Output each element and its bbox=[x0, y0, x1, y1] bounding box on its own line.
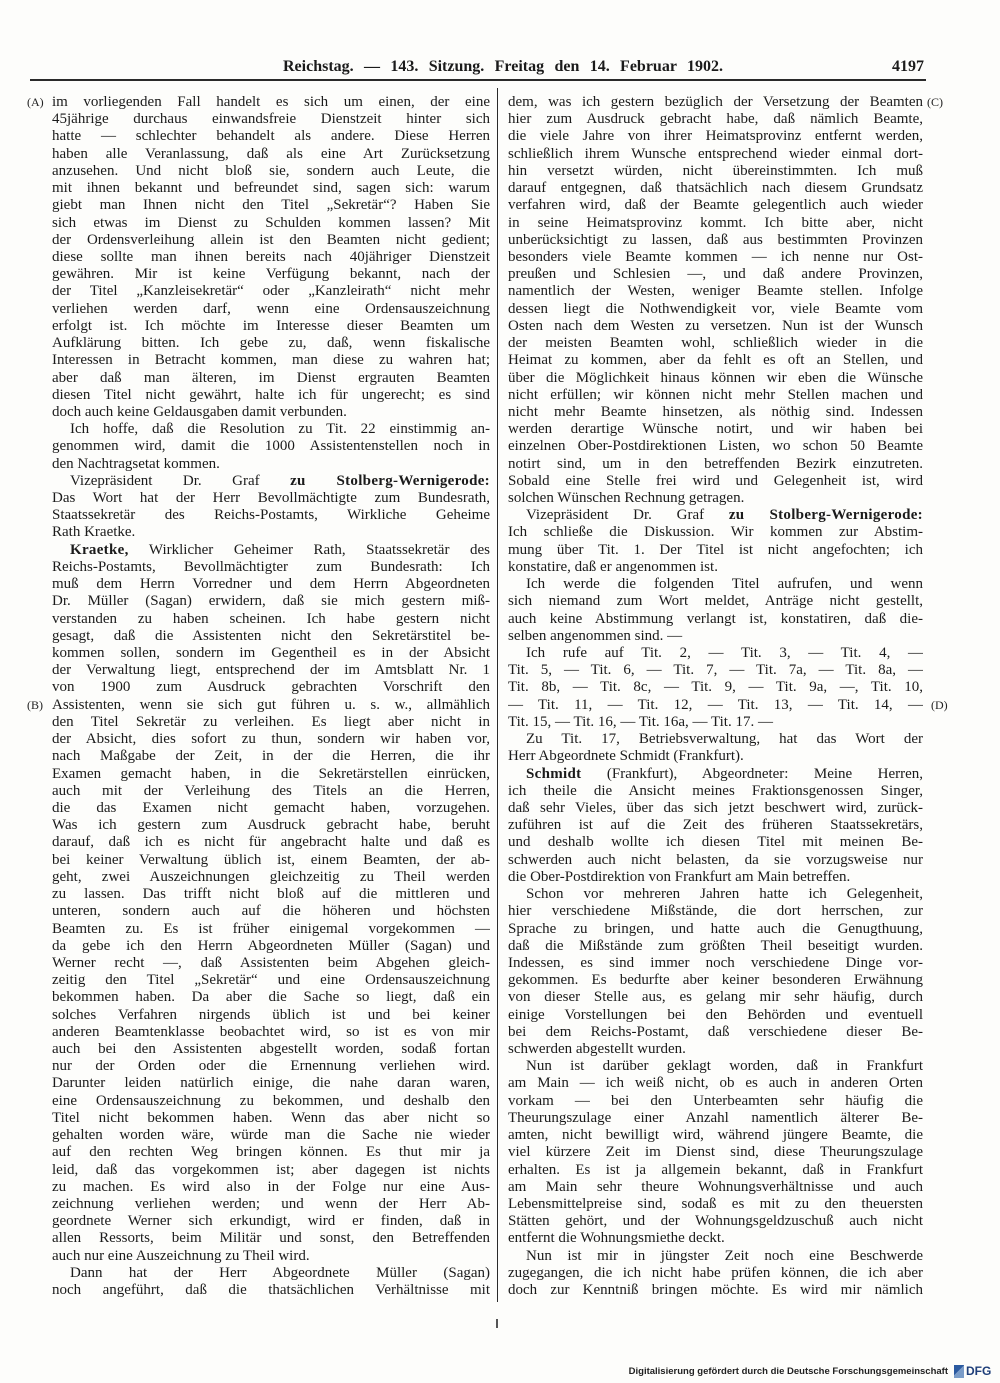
paragraph bbox=[508, 507, 923, 576]
text-line: Lebensmittelpreise sind, sodaß es mit zu den theuersten bbox=[508, 1196, 923, 1212]
paragraph bbox=[508, 94, 923, 507]
text-line: verstanden zu haben scheinen. Ich habe gestern nicht bbox=[52, 610, 490, 627]
paragraph bbox=[52, 94, 490, 421]
text-segment: Vizepräsident Dr. Graf bbox=[70, 472, 291, 489]
text-line: schwerden auch nicht belasten, da sie vorzugsweise nur bbox=[508, 851, 923, 868]
text-line: zeichnung verliehen werden; und wenn der Herr Ab- bbox=[52, 1196, 490, 1212]
dfg-logo-icon bbox=[954, 1365, 964, 1378]
text-line: die das Examen nicht gemacht haben, vorzugehen. bbox=[52, 799, 490, 816]
text-line: verliehen werden darf, wenn eine Ordensauszeichnung bbox=[52, 300, 490, 317]
text-line: Tit. 5, — Tit. 6, — Tit. 7, — Tit. 7a, — Tit. 8a, — bbox=[508, 662, 923, 679]
paragraph bbox=[52, 473, 490, 542]
text-line: da gebe ich den Herrn Abgeordneten Müller (Sagan) und bbox=[52, 937, 490, 954]
paragraph bbox=[52, 421, 490, 473]
text-segment: Wirklicher Geheimer Rath, Staatssekretär des bbox=[128, 541, 490, 558]
text-line: muß dem Herrn Vorredner und dem Herrn Abgeordneten bbox=[52, 576, 490, 593]
text-line: erhalten. Es ist ja allgemein bekannt, daß in Frankfurt bbox=[508, 1161, 923, 1178]
paragraph bbox=[508, 731, 923, 765]
text-line: der Absicht, dies sofort zu thun, sondern wir haben vor, bbox=[52, 731, 490, 748]
text-line: Staatssekretär des Reichs-Postamts, Wirkliche Geheime bbox=[52, 507, 490, 524]
text-line: — Tit. 11, — Tit. 12, — Tit. 13, — Tit. 14, — bbox=[508, 696, 923, 713]
text-line bbox=[508, 507, 923, 524]
speaker-name: zu Stolberg-Wernigerode: bbox=[728, 507, 923, 524]
text-line: zu machen. Es wird also in der Folge nur eine Aus- bbox=[52, 1178, 490, 1195]
text-line: Sprache zu bringen, und hatte auch die Genugthuung, bbox=[508, 920, 923, 937]
text-line: werden derartige Wünsche notirt, und wir haben bei bbox=[508, 421, 923, 438]
text-line: Nun ist mir in jüngster Zeit noch eine Beschwerde bbox=[526, 1247, 923, 1264]
dfg-logo bbox=[954, 1363, 996, 1380]
text-line: Herr Abgeordnete Schmidt (Frankfurt). bbox=[508, 748, 744, 765]
text-line: genommen wird, damit die 1000 Assistentenstellen noch in bbox=[52, 438, 490, 455]
text-line: über die Möglichkeit hinaus können wir eben die Wünsche bbox=[508, 369, 923, 386]
text-line: Interessen in Betracht kommen, man diese zu wahren hat; bbox=[52, 352, 490, 369]
text-line: am Main sehr theure Wohnungsverhältnisse und auch bbox=[508, 1178, 923, 1195]
text-line: doch zur Kenntniß bringen möchte. Es wird mir nämlich bbox=[508, 1282, 923, 1299]
text-line: eine Ordensauszeichnung zu bekommen, und deshalb den bbox=[52, 1092, 490, 1109]
text-line: solches Verfahren nirgends üblich ist und bei keiner bbox=[52, 1006, 490, 1023]
text-line: Reichs-Postamts, Bevollmächtigter zum Bundesrath: Ich bbox=[52, 558, 490, 575]
text-line: den Titel Sekretär zu verleihen. Es liegt aber nicht in bbox=[52, 713, 490, 730]
text-line: Ich werde die folgenden Titel aufrufen, und wenn bbox=[526, 576, 923, 593]
text-line: doch auch keine Geldausgaben damit verbunden. bbox=[52, 403, 347, 420]
text-line: den Nachtragsetat kommen. bbox=[52, 455, 220, 472]
text-line: Assistenten, wenn sie sich gut führen u. s. w., allmählich bbox=[52, 696, 490, 713]
text-line: gekommen. Es bedurfte aber keiner besonderen Erwähnung bbox=[508, 972, 923, 989]
text-line: sich etwas im Dienst zu Schulden kommen lassen? Mit bbox=[52, 214, 490, 231]
text-line bbox=[508, 766, 923, 783]
text-line bbox=[52, 473, 490, 490]
text-line: vorkam — bei den Unterbeamten sehr häufig die bbox=[508, 1092, 923, 1109]
text-line: hier verschiedene Mißstände, die dort herrschen, zur bbox=[508, 903, 923, 920]
paragraph bbox=[508, 576, 923, 645]
text-line: nur der Orden oder die Ernennung verliehen wird. bbox=[52, 1058, 490, 1075]
text-line: besonders viele Beamte kommen — ich nenne nur Ost- bbox=[508, 248, 923, 265]
funding-notice: Digitalisierung gefördert durch die Deutsche Forschungsgemeinschaft bbox=[628, 1366, 948, 1377]
text-line: Titel nicht bekommen haben. Wenn das aber nicht so bbox=[52, 1109, 490, 1126]
text-line: in seine Heimatsprovinz kommt. Ich bitte aber, nicht bbox=[508, 214, 923, 231]
text-line: unteren, sondern auch auf die höheren und höchsten bbox=[52, 903, 490, 920]
text-line: Rath Kraetke. bbox=[52, 524, 136, 541]
text-line: noch angeführt, daß die thatsächlichen Verhältnisse mit bbox=[52, 1282, 490, 1299]
text-line: hier zum Ausdruck gebracht habe, daß nämlich Beamte, bbox=[508, 111, 923, 128]
text-line: Werner recht —, daß Assistenten beim Abgehen gleich- bbox=[52, 954, 490, 971]
text-line: daß sehr Vieles, über das sich jetzt beschwert wird, zurück- bbox=[508, 799, 923, 816]
text-line: unberücksichtigt zu lassen, daß aus bestimmten Provinzen bbox=[508, 231, 923, 248]
text-line: von 1900 zum Ausdruck gebrachten Vorschrift den bbox=[52, 679, 490, 696]
text-line: der Ordensverleihung allein ist den Beamten nicht gedient; bbox=[52, 231, 490, 248]
text-line: Beamten zu. Es ist früher einigemal vorgekommen — bbox=[52, 920, 490, 937]
text-line: erfolgt ist. Ich möchte im Interesse dieser Beamten um bbox=[52, 317, 490, 334]
text-line: Heimat zu kommen, aber da fehlt es oft an Stellen, und bbox=[508, 352, 923, 369]
text-line: daß die Mißstände zum größten Theil beseitigt wurden. bbox=[508, 937, 923, 954]
text-line: allen Ressorts, beim Militär und sonst, den Betreffenden bbox=[52, 1230, 490, 1247]
header-rule bbox=[30, 79, 926, 81]
text-line: anderen Beamtenklasse beobachtet wird, so ist es von mir bbox=[52, 1023, 490, 1040]
text-line: schwerden abgestellt wurden. bbox=[508, 1041, 686, 1058]
running-header: Reichstag. — 143. Sitzung. Freitag den 14. Februar 1902. bbox=[283, 58, 723, 75]
text-line: Tit. 8b, — Tit. 8c, — Tit. 9, — Tit. 9a, —, Tit. 10, bbox=[508, 679, 923, 696]
text-line bbox=[52, 542, 490, 559]
text-line: dessen liegt die Nothwendigkeit vor, viele Beamte vom bbox=[508, 300, 923, 317]
paragraph bbox=[508, 766, 923, 887]
text-line: auch keine Abstimmung verlangt ist, konstatiren, daß die- bbox=[508, 610, 923, 627]
text-line: preußen und Schlesien —, und daß andere Provinzen, bbox=[508, 266, 923, 283]
text-line: Darunter leiden natürlich einige, die nahe daran waren, bbox=[52, 1075, 490, 1092]
text-line: geht, zwei Auszeichnungen gleichzeitig zu Theil werden bbox=[52, 868, 490, 885]
text-line: Das Wort hat der Herr Bevollmächtigte zum Bundesrath, bbox=[52, 490, 490, 507]
text-line: Zu Tit. 17, Betriebsverwaltung, hat das Wort der bbox=[526, 731, 923, 748]
text-line: entfernt die Wohnungsmiethe deckt. bbox=[508, 1230, 725, 1247]
text-line: amten, nicht bewilligt wird, während jüngere Beamte, die bbox=[508, 1127, 923, 1144]
column-divider bbox=[497, 88, 498, 1302]
text-line: der Verwaltung liegt, entsprechend der im Amtsblatt Nr. 1 bbox=[52, 662, 490, 679]
text-line: namentlich der Westen, weniger Beamte stellen. Infolge bbox=[508, 283, 923, 300]
left-column bbox=[52, 94, 490, 1299]
text-line: auch mit der Verleihung des Titels an die Herren, bbox=[52, 782, 490, 799]
text-line: darauf entgegnen, daß thatsächlich nach diesem Grundsatz bbox=[508, 180, 923, 197]
text-line: nicht mehr Beamte hinsetzen, als nöthig sind. Indessen bbox=[508, 403, 923, 420]
text-segment: Vizepräsident Dr. Graf bbox=[526, 507, 729, 524]
text-line: Tit. 15, — Tit. 16, — Tit. 16a, — Tit. 17. — bbox=[508, 713, 773, 730]
text-line: einige Vorstellungen bei den Behörden und eventuell bbox=[508, 1006, 923, 1023]
text-line: kommen sollen, sondern im Gegentheil es in der Absicht bbox=[52, 645, 490, 661]
paragraph bbox=[52, 1265, 490, 1299]
text-line: notirt sind, um in den betreffenden Bezirk einzutreten. bbox=[508, 455, 923, 472]
right-column bbox=[508, 94, 923, 1299]
text-line: Osten nach dem Westen zu versetzen. Nun ist der Wunsch bbox=[508, 317, 923, 334]
text-line: giebt man Ihnen nicht den Titel „Sekretär“? Haben Sie bbox=[52, 197, 490, 214]
dfg-logo-text: DFG bbox=[966, 1364, 992, 1378]
text-line: auch nur eine Auszeichnung zu Theil wird. bbox=[52, 1247, 310, 1264]
text-line: solchen Wünschen Rechnung getragen. bbox=[508, 490, 745, 507]
text-line: die Ober-Postdirektion von Frankfurt am Main betreffen. bbox=[508, 868, 851, 885]
text-line: von dieser Stelle aus, es gelang mir sehr häufig, durch bbox=[508, 989, 923, 1006]
page-number: 4197 bbox=[892, 58, 924, 75]
text-line: Ich rufe auf Tit. 2, — Tit. 3, — Tit. 4, — bbox=[526, 645, 923, 661]
text-line: auch bei den Assistenten abgestellt worden, sodaß fortan bbox=[52, 1041, 490, 1058]
text-line: Examen gemacht haben, in die Sekretärstellen einrücken, bbox=[52, 765, 490, 782]
text-line: zeitig den Titel „Sekretär“ und eine Ordensauszeichnung bbox=[52, 972, 490, 989]
text-line: selben angenommen sind. — bbox=[508, 627, 683, 644]
paragraph bbox=[508, 645, 923, 731]
speaker-name: Kraetke, bbox=[70, 541, 129, 558]
text-line: Ich schließe die Diskussion. Wir kommen zur Abstim- bbox=[508, 524, 923, 541]
text-line: darauf, daß ich es nicht für angebracht halte und daß es bbox=[52, 834, 490, 851]
text-line: Aufklärung bitten. Ich gebe zu, daß, wenn fiskalische bbox=[52, 335, 490, 352]
text-line: bei keiner Verwaltung üblich ist, einem Beamten, der ab- bbox=[52, 851, 490, 868]
text-line: nach Maßgabe der Zeit, in der die Herren, die ihr bbox=[52, 748, 490, 765]
text-line: nicht erfüllen; wir können nicht mehr Stellen machen und bbox=[508, 386, 923, 403]
text-line: dem, was ich gestern bezüglich der Versetzung der Beamten bbox=[508, 94, 923, 110]
text-line: Theurungszulage einer Anzahl namentlich älterer Be- bbox=[508, 1109, 923, 1126]
text-line: schließlich ihrem Wunsche entsprechend wieder einmal dort- bbox=[508, 145, 923, 162]
speaker-name: zu Stolberg-Wernigerode: bbox=[290, 472, 490, 489]
scan-mark bbox=[496, 1319, 498, 1328]
text-line: Schon vor mehreren Jahren hatte ich Gelegenheit, bbox=[526, 886, 923, 903]
text-line: Dann hat der Herr Abgeordnete Müller (Sagan) bbox=[70, 1264, 490, 1281]
paragraph bbox=[508, 1058, 923, 1247]
text-line: bei dem Reichs-Postamt, daß verschiedene dieser Be- bbox=[508, 1023, 923, 1040]
text-line: der Titel „Kanzleisekretär“ oder „Kanzleirath“ nicht mehr bbox=[52, 283, 490, 300]
text-line: sich niemand zum Wort meldet, Anträge nicht gestellt, bbox=[508, 593, 923, 610]
text-line: hatte — schlechter behandelt als andere. Diese Herren bbox=[52, 128, 490, 145]
text-line: ich theile die Ansicht meines Fraktionsgenossen Singer, bbox=[508, 782, 923, 799]
margin-marker-a: (A) bbox=[27, 95, 44, 109]
margin-marker-c: (C) bbox=[927, 95, 943, 109]
text-line: gesagt, daß die Assistenten nicht den Sekretärstitel be- bbox=[52, 627, 490, 644]
text-line: bekommen haben. Da aber die Sache so liegt, daß ein bbox=[52, 989, 490, 1006]
text-line: zuführen ist auf die Zeit des früheren Staatssekretärs, bbox=[508, 817, 923, 834]
text-line: die viele Jahre von ihrer Heimatsprovinz entfernt werden, bbox=[508, 128, 923, 145]
text-line: hin versetzt würden, nicht übereinstimmten. Ich muß bbox=[508, 162, 923, 179]
text-line: im vorliegenden Fall handelt es sich um einen, der eine bbox=[52, 94, 490, 110]
text-line: verfahren wird, daß der Beamte gelegentlich auch wieder bbox=[508, 197, 923, 214]
text-segment: (Frankfurt), Abgeordneter: Meine Herren, bbox=[581, 765, 923, 782]
text-line: zu lassen. Das trifft nicht bloß auf die mittleren und bbox=[52, 886, 490, 903]
text-line: zugegangen, die ich nicht habe prüfen können, die ich aber bbox=[508, 1264, 923, 1281]
text-line: diese sollte man ihnen bereits nach 40jähriger Dienstzeit bbox=[52, 248, 490, 265]
text-line: geordnete Werner sich erkundigt, wird er finden, daß in bbox=[52, 1213, 490, 1230]
text-line: und deshalb wollte ich diesen Titel mit meinen Be- bbox=[508, 834, 923, 851]
text-line: Dr. Müller (Sagan) erwidern, daß sie mich gestern miß- bbox=[52, 593, 490, 610]
text-line: mung über Tit. 1. Der Titel ist nicht angefochten; ich bbox=[508, 541, 923, 558]
text-line: 45jährige durchaus einwandsfreie Dienstzeit hinter sich bbox=[52, 111, 490, 128]
text-line: haben alle Veranlassung, daß als eine Art Zurücksetzung bbox=[52, 145, 490, 162]
text-line: viel kürzere Zeit im Dienst sind, diese Theurungszulage bbox=[508, 1144, 923, 1161]
text-line: leid, daß das vorgekommen ist; aber dagegen ist nichts bbox=[52, 1161, 490, 1178]
text-line: Indessen, es sind immer noch verschiedene Dinge vor- bbox=[508, 954, 923, 971]
text-line: Ich hoffe, daß die Resolution zu Tit. 22 einstimmig an- bbox=[70, 421, 490, 438]
text-line: Sobald eine Stelle frei wird und Gelegenheit ist, wird bbox=[508, 472, 923, 489]
text-line: am Main — ich weiß nicht, ob es auch in anderen Orten bbox=[508, 1075, 923, 1092]
text-line: der meisten Beamten wohl, schließlich wieder in die bbox=[508, 335, 923, 352]
text-line: konstatire, daß er angenommen ist. bbox=[508, 558, 718, 575]
paragraph bbox=[508, 1248, 923, 1300]
margin-marker-b: (B) bbox=[27, 698, 43, 712]
text-line: mit ihnen bekannt und befreundet sind, sagen sich: warum bbox=[52, 180, 490, 197]
text-line: auf den rechten Weg bringen können. Es thut mir ja bbox=[52, 1144, 490, 1161]
text-line: Was ich gestern zum Ausdruck gebracht habe, beruht bbox=[52, 817, 490, 834]
paragraph bbox=[52, 542, 490, 1265]
text-line: anzusehen. Und nicht bloß sie, sondern auch Leute, die bbox=[52, 162, 490, 179]
speaker-name: Schmidt bbox=[526, 765, 582, 782]
text-line: Stätten gehört, und der Wohnungsgeldzuschuß auch nicht bbox=[508, 1213, 923, 1230]
text-line: einzelnen Ober-Postdirektionen Listen, wo schon 50 Beamte bbox=[508, 438, 923, 455]
margin-marker-d: (D) bbox=[931, 698, 948, 712]
text-line: aber daß man älteren, im Dienst ergrauten Beamten bbox=[52, 369, 490, 386]
text-line: diesen Titel nicht gewährt, halte ich für ungerecht; es sind bbox=[52, 386, 490, 403]
text-line: gewähren. Mir ist keine Verfügung bekannt, nach der bbox=[52, 266, 490, 283]
text-line: Nun ist darüber geklagt worden, daß in Frankfurt bbox=[526, 1058, 923, 1075]
text-line: gehalten worden wäre, würde man die Sache nie wieder bbox=[52, 1127, 490, 1144]
paragraph bbox=[508, 886, 923, 1058]
